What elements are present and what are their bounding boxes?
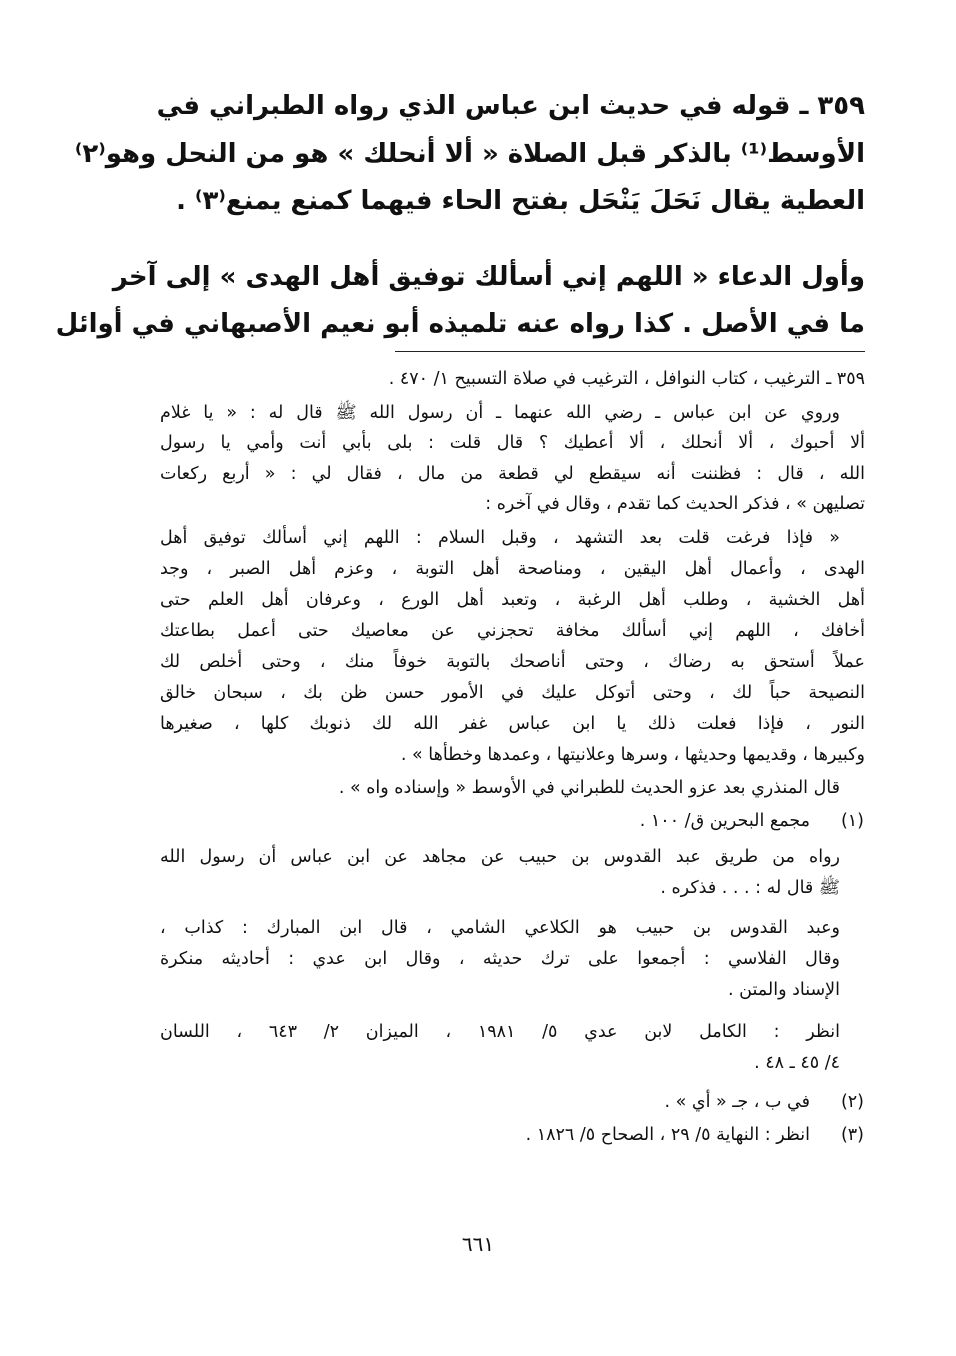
footnote-1-line: ٤/ ٤٥ ـ ٤٨ . bbox=[754, 1053, 840, 1073]
footnote-1-line: انظر : الكامل لابن عدي ٥/ ١٩٨١ ، الميزان ٢/ ٦٤٣ ، اللسان bbox=[160, 1022, 840, 1042]
footnote-3-number: (٣) bbox=[840, 1125, 864, 1145]
main-text-line-1: ٣٥٩ ـ قوله في حديث ابن عباس الذي رواه الطبراني في bbox=[156, 91, 865, 121]
footnote-359-line: أهل الخشية ، وطلب أهل الرغبة ، وتعبد أهل الورع ، وعرفان أهل العلم حتى bbox=[160, 590, 865, 610]
footnote-359-line: النور ، فإذا فعلت ذلك يا ابن عباس غفر الله لك ذنوبك كلها ، صغيرها bbox=[160, 714, 865, 734]
footnote-359-line: « فإذا فرغت قلت بعد التشهد ، وقبل السلام : اللهم إني أسألك توفيق أهل bbox=[160, 528, 840, 548]
footnote-359-line: قال المنذري بعد عزو الحديث للطبراني في الأوسط « وإسناده واه » . bbox=[338, 778, 840, 798]
footnote-359-line: الهدى ، وأعمال أهل اليقين ، ومناصحة أهل التوبة ، وعزم أهل الصبر ، وجد bbox=[160, 559, 865, 579]
footnote-359-line: النصيحة حباً لك ، وحتى أتوكل عليك في الأمور حسن ظن بك ، سبحان خالق bbox=[160, 683, 865, 703]
page-number: ٦٦١ bbox=[461, 1232, 495, 1256]
main-text-line-3: العطية يقال نَحَلَ يَنْحَل بفتح الحاء فيهما كمنع يمنع⁽٣⁾ . bbox=[176, 186, 865, 216]
footnote-1-line: الإسناد والمتن . bbox=[728, 980, 840, 1000]
footnote-1-line: وقال الفلاسي : أجمعوا على ترك حديثه ، وقال ابن عدي : أحاديثه منكرة bbox=[160, 949, 840, 969]
main-text-line-2: الأوسط⁽¹⁾ بالذكر قبل الصلاة « ألا أنحلك » هو من النحل وهو⁽٢⁾ bbox=[74, 139, 865, 169]
main-text-line-5: ما في الأصل . كذا رواه عنه تلميذه أبو نعيم الأصبهاني في أوائل bbox=[55, 309, 865, 339]
footnote-separator bbox=[395, 351, 865, 352]
footnote-1-line: رواه من طريق عبد القدوس بن حبيب عن مجاهد عن ابن عباس أن رسول الله bbox=[160, 847, 840, 867]
footnote-2-text: في ب ، جـ « أي » . bbox=[664, 1092, 810, 1112]
footnote-359-line: الله ، قال : فظننت أنه سيقطع لي قطعة من مال ، فقال لي : « أربع ركعات bbox=[160, 464, 865, 484]
footnote-359-title: ٣٥٩ ـ الترغيب ، كتاب النوافل ، الترغيب في صلاة التسبيح ١/ ٤٧٠ . bbox=[388, 369, 865, 389]
footnote-359-line: وكبيرها ، وقديمها وحديثها ، وسرها وعلانيتها ، وعمدها وخطأها » . bbox=[400, 745, 865, 765]
footnote-359-line: أخافك ، اللهم إني أسألك مخافة تحجزني عن معاصيك حتى أعمل بطاعتك bbox=[160, 621, 865, 641]
footnote-1-line: مجمع البحرين ق/ ١٠٠ . bbox=[639, 811, 810, 831]
footnote-1-number: (١) bbox=[840, 811, 864, 831]
footnote-359-line: تصليهن » ، فذكر الحديث كما تقدم ، وقال في آخره : bbox=[485, 494, 865, 514]
footnote-359-line: ألا أحبوك ، ألا أنحلك ، ألا أعطيك ؟ قال قلت : بلى بأبي أنت وأمي يا رسول bbox=[160, 433, 865, 453]
footnote-359-line: وروي عن ابن عباس ـ رضي الله عنهما ـ أن رسول الله ﷺ قال له : « يا غلام bbox=[160, 403, 840, 423]
footnote-359-line: عملاً أستحق به رضاك ، وحتى أناصحك بالتوبة خوفاً منك ، وحتى أخلص لك bbox=[160, 652, 865, 672]
footnote-1-line: ﷺ قال له : . . . فذكره . bbox=[660, 878, 840, 898]
footnote-3-text: انظر : النهاية ٥/ ٢٩ ، الصحاح ٥/ ١٨٢٦ . bbox=[525, 1125, 810, 1145]
footnote-2-number: (٢) bbox=[840, 1092, 864, 1112]
main-text-line-4: وأول الدعاء « اللهم إني أسألك توفيق أهل الهدى » إلى آخر bbox=[112, 262, 865, 292]
footnote-1-line: وعبد القدوس بن حبيب هو الكلاعي الشامي ، قال ابن المبارك : كذاب ، bbox=[160, 918, 840, 938]
